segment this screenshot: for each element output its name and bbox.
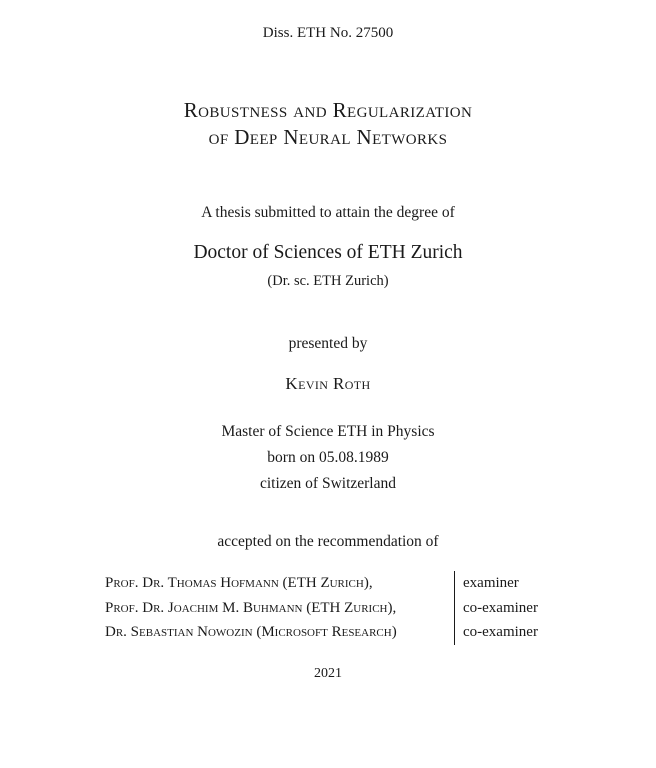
accepted-label: accepted on the recommendation of [217,533,439,550]
committee-member-role: examiner [454,571,519,596]
committee-row [105,596,565,621]
author-name: Kevin Roth [285,374,371,393]
committee-member-name: Prof. Dr. Thomas Hofmann (ETH Zurich), [105,575,373,591]
committee-member-role: co-examiner [454,620,538,645]
bio-degree: Master of Science ETH in Physics [221,423,435,440]
thesis-title-line-1: Robustness and Regularization [183,98,473,122]
dissertation-number: Diss. ETH No. 27500 [262,25,394,41]
committee-member-name: Dr. Sebastian Nowozin (Microsoft Research) [105,624,397,640]
degree-intro: A thesis submitted to attain the degree of [201,204,455,221]
publication-year: 2021 [314,666,342,681]
bio-birthdate: born on 05.08.1989 [267,449,389,466]
thesis-title-line-2: of Deep Neural Networks [208,125,448,149]
author-bio [0,419,656,497]
presented-by-label: presented by [288,335,368,352]
bio-citizenship: citizen of Switzerland [259,475,396,492]
committee-row [105,620,565,645]
committee-row [105,571,565,596]
degree-abbreviation: (Dr. sc. ETH Zurich) [267,273,389,289]
committee-list [105,571,565,645]
thesis-title [0,97,656,151]
degree-name: Doctor of Sciences of ETH Zurich [193,242,463,263]
committee-member-name: Prof. Dr. Joachim M. Buhmann (ETH Zurich), [105,599,397,616]
committee-member-role: co-examiner [454,596,538,621]
